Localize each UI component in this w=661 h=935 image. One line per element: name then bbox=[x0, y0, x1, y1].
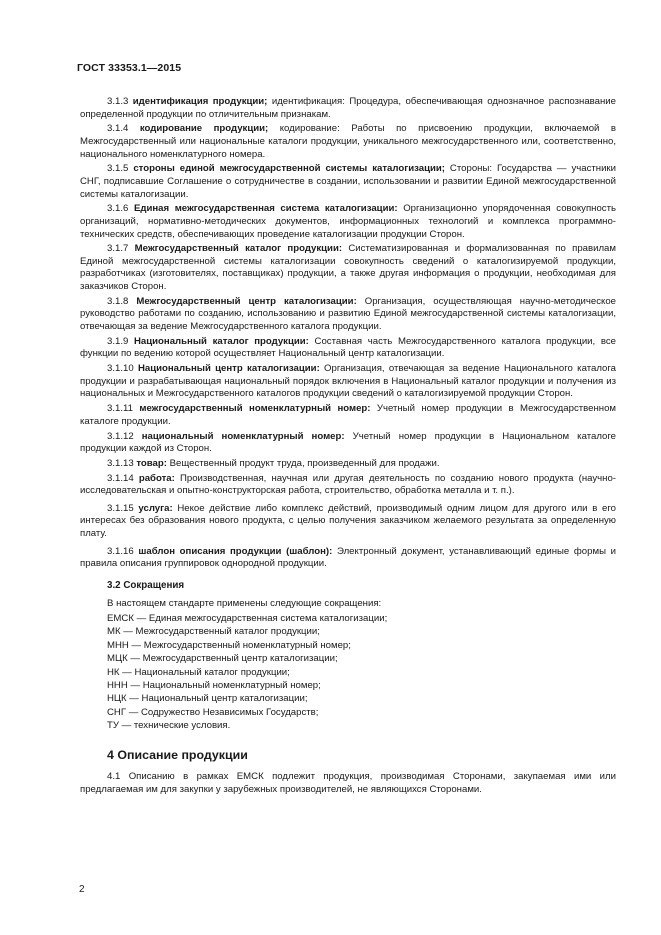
term-number: 3.1.15 bbox=[107, 502, 139, 514]
terms-list bbox=[80, 96, 616, 571]
abbreviation-item: МНН — Межгосударственный номенклатурный номер; bbox=[107, 639, 351, 651]
abbreviation-item: МЦК — Межгосударственный центр каталогизации; bbox=[107, 653, 338, 665]
term-paragraph bbox=[80, 473, 616, 498]
term-paragraph bbox=[80, 296, 616, 334]
term-name: кодирование продукции; bbox=[139, 123, 269, 135]
term-definition: Организация, осуществляющая научно-методическое руководство работами по созданию, использованию и развитию Единой межгосударственной системы каталогизации, отвечающая за ведение Межгосударственного каталога продукции. bbox=[80, 295, 617, 333]
term-definition: Производственная, научная или другая деятельность по созданию нового продукта (научно-исследовательская и опытно-конструкторская работа, строительство, обработка металла и т. п.). bbox=[80, 472, 616, 497]
abbreviation-item: ТУ — технические условия. bbox=[107, 720, 231, 732]
term-definition: кодирование: Работы по присвоению продукции, включаемой в Межгосударственный или национальные каталоги продукции, уникального межгосударственного или, соответственно, национального номенклатурного номера. bbox=[80, 123, 616, 160]
term-definition: Вещественный продукт труда, произведенный для продажи. bbox=[166, 457, 440, 469]
term-name: стороны единой межгосударственной системы каталогизации; bbox=[133, 163, 445, 175]
term-number: 3.1.16 bbox=[107, 545, 139, 557]
term-name: услуга: bbox=[138, 502, 173, 514]
term-number: 3.1.8 bbox=[107, 295, 137, 307]
term-definition: Систематизированная и формализованная по правилам Единой межгосударственной системы каталогизации совокупность сведений о каталогизируемой продукции, разработчиках (изготовителях, поставщиках) продукции, а также другая информация о продукции, необходимая для заказчиков Сторон. bbox=[80, 243, 616, 293]
term-name: товар: bbox=[136, 457, 167, 469]
term-name: шаблон описания продукции (шаблон): bbox=[138, 545, 333, 557]
term-definition: Учетный номер продукции в Межгосударственном каталоге продукции. bbox=[80, 403, 616, 427]
term-paragraph bbox=[80, 363, 616, 401]
abbreviation-item: ЕМСК — Единая межгосударственная система каталогизации; bbox=[107, 613, 388, 625]
term-number: 3.1.10 bbox=[107, 363, 138, 375]
term-number: 3.1.14 bbox=[107, 472, 139, 484]
term-name: работа: bbox=[138, 472, 175, 484]
abbreviation-item: МК — Межгосударственный каталог продукции; bbox=[107, 626, 320, 638]
term-number: 3.1.12 bbox=[107, 430, 142, 442]
term-paragraph bbox=[80, 123, 616, 161]
abbreviation-item: СНГ — Содружество Независимых Государств; bbox=[107, 706, 319, 718]
term-paragraph bbox=[80, 503, 616, 541]
term-name: идентификация продукции; bbox=[132, 96, 268, 107]
term-paragraph bbox=[80, 458, 616, 471]
term-paragraph bbox=[80, 403, 616, 428]
term-number: 3.1.3 bbox=[107, 96, 133, 107]
term-name: Межгосударственный центр каталогизации: bbox=[136, 295, 357, 307]
term-name: Единая межгосударственная система каталогизации: bbox=[133, 203, 398, 215]
term-paragraph bbox=[80, 431, 616, 456]
term-name: Национальный каталог продукции: bbox=[134, 335, 309, 347]
term-paragraph bbox=[80, 243, 616, 293]
term-name: национальный номенклатурный номер: bbox=[141, 430, 345, 442]
term-definition: Учетный номер продукции в Национальном каталоге продукции каждой из Сторон. bbox=[80, 430, 616, 455]
term-definition: идентификация: Процедура, обеспечивающая однозначное распознавание определенной продукции по отличительным признакам. bbox=[80, 96, 616, 120]
term-name: межгосударственный номенклатурный номер: bbox=[139, 403, 371, 415]
abbreviation-item: ННН — Национальный номенклатурный номер; bbox=[107, 679, 321, 691]
term-paragraph bbox=[80, 203, 616, 241]
term-number: 3.1.7 bbox=[107, 243, 135, 255]
document-header: ГОСТ 33353.1—2015 bbox=[77, 62, 182, 74]
term-definition: Электронный документ, устанавливающий единые формы и правила описания группировок однородной продукции. bbox=[80, 545, 617, 570]
term-definition: Составная часть Межгосударственного каталога продукции, все функции по ведению которой осуществляет Национальный центр каталогизации. bbox=[80, 335, 616, 360]
abbreviations-list bbox=[80, 613, 616, 733]
abbreviations-intro: В настоящем стандарте применены следующие сокращения: bbox=[107, 598, 382, 610]
term-name: Межгосударственный каталог продукции: bbox=[134, 243, 343, 255]
abbreviations-heading: 3.2 Сокращения bbox=[107, 579, 185, 591]
section-4-paragraph: 4.1 Описанию в рамках ЕМСК подлежит продукция, производимая Сторонами, закупаемая ими или предлагаемая им для закупки у зарубежных производителей, не являющихся Сторонами. bbox=[80, 771, 616, 795]
term-paragraph bbox=[80, 546, 616, 571]
term-number: 3.1.13 bbox=[107, 457, 137, 469]
term-definition: Стороны: Государства — участники СНГ, подписавшие Соглашение о сотрудничестве в создании, использовании и развитии Единой межгосударственной системы каталогизации. bbox=[80, 163, 616, 200]
term-paragraph bbox=[80, 163, 616, 201]
term-number: 3.1.5 bbox=[107, 163, 134, 175]
term-definition: Некое действие либо комплекс действий, производимый одним лицом для другого или в его интересах без образования нового продукта, с целью получения заказчиком желаемого результата за определенную плату. bbox=[80, 502, 617, 540]
term-name: Национальный центр каталогизации: bbox=[137, 363, 320, 375]
term-number: 3.1.4 bbox=[107, 123, 140, 135]
term-number: 3.1.11 bbox=[107, 403, 140, 415]
page-number: 2 bbox=[79, 884, 85, 895]
term-paragraph bbox=[80, 336, 616, 361]
abbreviation-item: НК — Национальный каталог продукции; bbox=[107, 666, 290, 678]
term-number: 3.1.9 bbox=[107, 335, 134, 347]
term-number: 3.1.6 bbox=[107, 203, 134, 215]
abbreviation-item: НЦК — Национальный центр каталогизации; bbox=[107, 693, 308, 705]
term-paragraph bbox=[80, 96, 616, 121]
document-body bbox=[80, 96, 616, 799]
section-4-heading: 4 Описание продукции bbox=[107, 747, 248, 762]
term-definition: Организация, отвечающая за ведение Национального каталога продукции и разрабатывающая национальный порядок включения в Национальный каталог продукции и получения из национальных и Межгосударственного каталогов продукции сведений о каталогизируемой продукции Сторон. bbox=[80, 363, 616, 400]
term-definition: Организационно упорядоченная совокупность организаций, нормативно-методических документов, информационных технологий и комплекса программно-технических средств, обеспечивающих проведение каталогизации продукции Сторон. bbox=[80, 203, 616, 240]
